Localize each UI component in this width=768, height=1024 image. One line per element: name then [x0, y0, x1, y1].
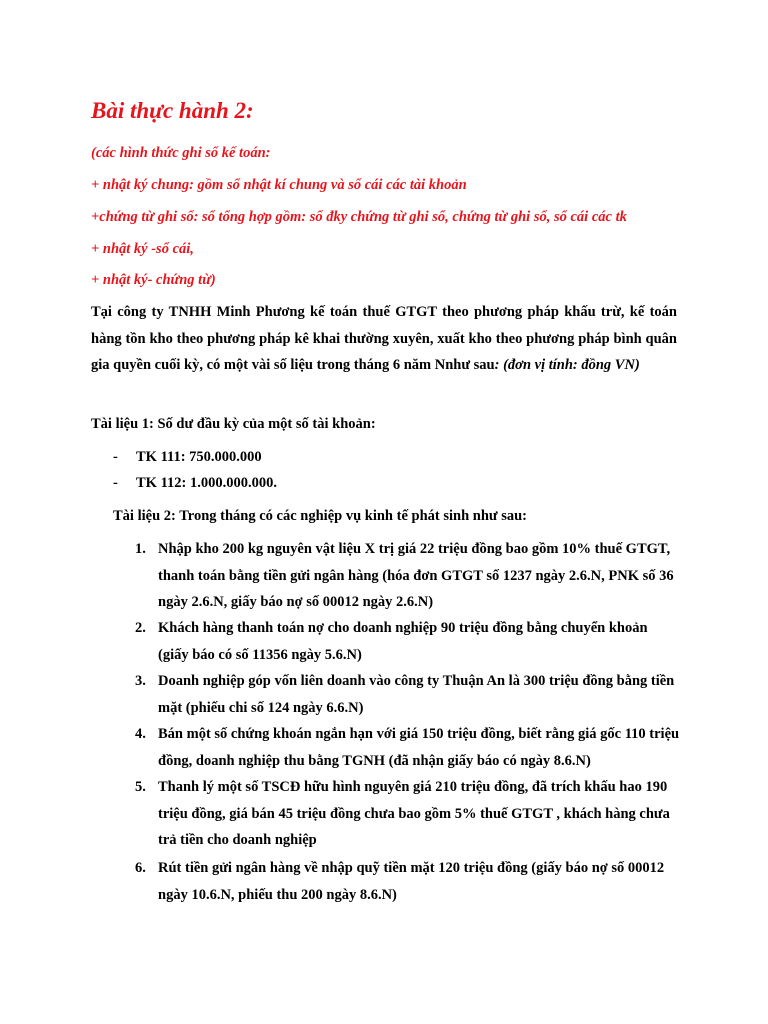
list-item — [135, 668, 680, 721]
list-item — [135, 536, 680, 616]
note-line-journal-ledger: + nhật ký -sổ cái, — [91, 241, 194, 257]
unit-note: : (đơn vị tính: đồng VN) — [494, 357, 640, 373]
bullet-dash: - — [113, 475, 118, 491]
balance-tk111: TK 111: 750.000.000 — [136, 449, 262, 465]
note-line-journal-voucher: + nhật ký- chứng từ) — [91, 272, 216, 288]
item-number: 4. — [135, 726, 146, 742]
item-text: Rút tiền gửi ngân hàng về nhập quỹ tiền mặt 120 triệu đồng (giấy báo nợ số 00012 ngày 10.6.N, phiếu thu 200 ngày 8.6.N) — [158, 860, 665, 903]
balance-tk112: TK 112: 1.000.000.000. — [136, 475, 277, 491]
note-line-general-journal: + nhật ký chung: gồm sổ nhật kí chung và sổ cái các tài khoản — [91, 177, 467, 193]
intro-text: Tại công ty TNHH Minh Phương kế toán thuế GTGT theo phương pháp khấu trừ, kế toán hàng tồn kho theo phương pháp kê khai thường xuyên, xuất kho theo phương pháp bình quân gia quyền cuối kỳ, có một vài số liệu trong tháng 6 năm Nnhư sau — [91, 304, 677, 373]
note-line-voucher-book: +chứng từ ghi sổ: sổ tổng hợp gồm: sổ đky chứng từ ghi sổ, chứng từ ghi sổ, sổ cái các tk — [91, 209, 627, 225]
item-number: 6. — [135, 860, 146, 876]
bullet-dash: - — [113, 449, 118, 465]
item-text: Bán một số chứng khoán ngắn hạn với giá 150 triệu đồng, biết rằng giá gốc 110 triệu đồng, doanh nghiệp thu bằng TGNH (đã nhận giấy báo có ngày 8.6.N) — [158, 726, 680, 769]
item-number: 5. — [135, 779, 146, 795]
item-text: Doanh nghiệp góp vốn liên doanh vào công ty Thuận An là 300 triệu đồng bằng tiền mặt (phiếu chi số 124 ngày 6.6.N) — [158, 673, 675, 716]
list-item — [135, 721, 680, 774]
item-text: Nhập kho 200 kg nguyên vật liệu X trị giá 22 triệu đồng bao gồm 10% thuế GTGT, thanh toán bằng tiền gửi ngân hàng (hóa đơn GTGT số 1237 ngày 2.6.N, PNK số 36 ngày 2.6.N, giấy báo nợ số 00012 ngày 2.6.N) — [158, 541, 674, 610]
item-text: Khách hàng thanh toán nợ cho doanh nghiệp 90 triệu đồng bằng chuyển khoản (giấy báo có số 11356 ngày 5.6.N) — [158, 620, 648, 663]
exercise-title: Bài thực hành 2: — [91, 98, 254, 123]
item-number: 3. — [135, 673, 146, 689]
list-item — [135, 774, 680, 854]
item-number: 1. — [135, 541, 146, 557]
list-item — [135, 615, 680, 668]
intro-paragraph — [91, 299, 677, 379]
item-number: 2. — [135, 620, 146, 636]
list-item — [135, 855, 680, 908]
note-line-intro: (các hình thức ghi sổ kế toán: — [91, 145, 271, 161]
item-text: Thanh lý một số TSCĐ hữu hình nguyên giá 210 triệu đồng, đã trích khấu hao 190 triệu đồng, giá bán 45 triệu đồng chưa bao gồm 5% thuế GTGT , khách hàng chưa trả tiền cho doanh nghiệp — [158, 779, 670, 848]
doc1-heading: Tài liệu 1: Số dư đầu kỳ của một số tài khoản: — [91, 416, 376, 432]
doc2-heading: Tài liệu 2: Trong tháng có các nghiệp vụ kinh tế phát sinh như sau: — [113, 508, 528, 524]
